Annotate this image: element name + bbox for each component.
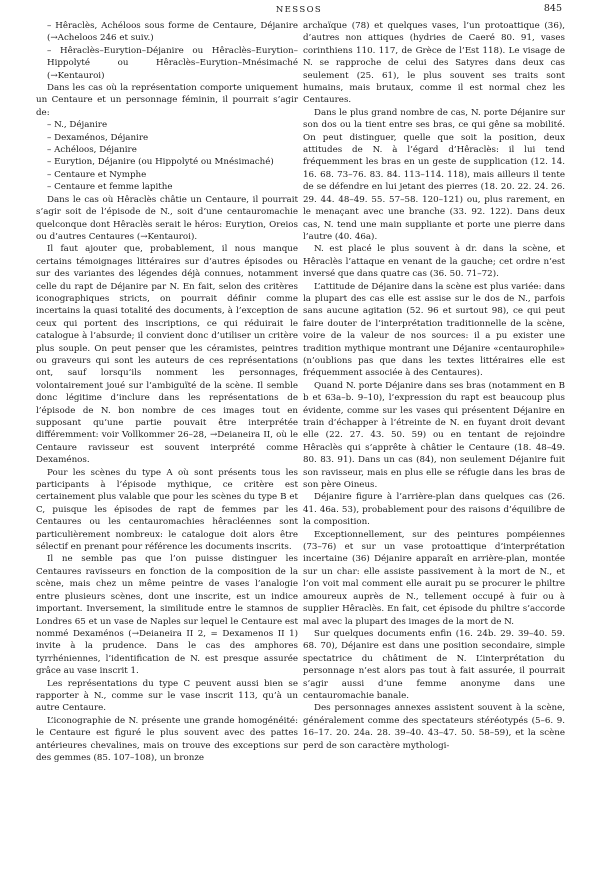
left-list-item: – Centaure et femme lapithe	[47, 182, 173, 193]
left-list-item: – Achéloos, Déjanire	[47, 145, 137, 156]
right-paragraph: Déjanire figure à l’arrière-plan dans quelques cas (26. 41. 46a. 53), probablement pour des raisons d’équilibre de la composition.	[303, 492, 565, 528]
right-paragraph: Exceptionnellement, sur des peintures pompéiennes (73–76) et sur un vase protoattique d’interprétation incertaine (36) Déjanire apparaît en arrière-plan, montée sur un char: elle assiste passivement à la mort de N., et l’on voit mal comment elle aurait pu se procurer le philtre amoureux auprès de N., tellement occupé à fuir ou à supplier Hêraclès. En fait, cet épisode du philtre s’accorde mal avec la plupart des images de la mort de N.	[303, 529, 565, 627]
left-list-item: – Hêraclès–Eurytion–Déjanire ou Hêraclès–Eurytion–Hippolyté ou Hêraclès–Eurytion–Mnésimaché (→Kentauroi)	[47, 45, 298, 81]
left-paragraph: Dans le cas où Hêraclès châtie un Centaure, il pourrait s’agir soit de l’épisode de N., soit d’une centauromachie quelconque dont Hêraclès serait le héros: Eurytion, Oreios ou d’autres Centaures (→Kentauroi).	[36, 194, 298, 242]
left-list-item: – N., Déjanire	[47, 120, 108, 131]
left-paragraph: Les représentations du type C peuvent aussi bien se rapporter à N., comme sur le vase inscrit 113, qu’à un autre Centaure.	[36, 678, 298, 714]
right-text-column	[303, 20, 565, 752]
running-header	[36, 0, 562, 20]
right-paragraph: Dans le plus grand nombre de cas, N. porte Déjanire sur son dos ou la tient entre ses bras, ce qui gêne sa mobilité. On peut distinguer, quelle que soit la position, deux attitudes de N. à l’égard d’Hêraclès: il lui tend fréquemment les bras en un geste de supplication (12. 14. 16. 68. 73–76. 83. 84. 113–114. 118), mais ailleurs il tente de se défendre en lui jetant des pierres (18. 20. 22. 24. 26. 29. 44. 48–49. 55. 57–58. 120–121) ou, plus rarement, en le menaçant avec une branche (33. 92. 122). Dans deux cas, N. tend une main suppliante et porte une pierre dans l’autre (40. 46a).	[303, 107, 565, 242]
left-paragraph: Pour les scènes du type A où sont présents tous les participants à l’épisode mythique, ce critère est certainement plus valable que pour les scènes du type B et C, puisque les épisodes de rapt de femmes par les Centaures ou les centauromachies hêracléennes sont particulièrement nombreux: le catalogue doit alors être sélectif en prenant pour référence les documents inscrits.	[36, 467, 298, 553]
left-paragraph: Il ne semble pas que l’on puisse distinguer les Centaures ravisseurs en fonction de la composition de la scène, mais chez un même peintre de vases l’analogie entre plusieurs scènes, dont une inscrite, est un indice important. Inversement, la similitude entre le stamnos de Londres 65 et un vase de Naples sur lequel le Centaure est nommé Dexaménos (→Deianeira II 2, = Dexamenos II 1) invite à la prudence. Dans le cas des amphores tyrrhéniennes, l’identification de N. est presque assurée grâce au vase inscrit 1.	[36, 554, 298, 677]
right-paragraph: L’attitude de Déjanire dans la scène est plus variée: dans la plupart des cas elle est assise sur le dos de N., parfois sans aucune agitation (52. 96 et surtout 98), ce qui peut faire douter de l’interprétation traditionnelle de la scène, voire de la valeur de nos sources: il a pu exister une tradition mythique montrant une Déjanire «centaurophile» (n’oublions pas que dans les textes littéraires elle est fréquemment associée à des Centaures).	[303, 281, 565, 379]
right-paragraph: N. est placé le plus souvent à dr. dans la scène, et Hêraclès l’attaque en venant de la gauche; cet ordre n’est inversé que dans quatre cas (36. 50. 71–72).	[303, 244, 565, 280]
left-paragraph: Il faut ajouter que, probablement, il nous manque certains témoignages littéraires sur d’autres épisodes ou sur des variantes des légendes déjà connues, notamment celle du rapt de Déjanire par N. En fait, selon des critères iconographiques stricts, on pourrait définir comme incertains la quasi totalité des documents, à l’exception de ceux qui portent des inscriptions, ce qui réduirait le catalogue à l’absurde; il convient donc d’utiliser un critère plus souple. On peut penser que les céramistes, peintres ou graveurs qui sont les auteurs de ces représentations ont, sauf lorsqu’ils nomment les personnages, volontairement joué sur l’ambiguïté de la scène. Il semble donc légitime d’inclure dans les représentations de l’épisode de N. bon nombre de ces images tout en supposant qu’une partie pouvait être interprétée différemment: voir Vollkommer 26–28, →Deianeira II, où le Centaure ravisseur est souvent interprété comme Dexaménos.	[36, 244, 298, 466]
right-paragraph: Des personnages annexes assistent souvent à la scène, généralement comme des spectateurs stéréotypés (5–6. 9. 16–17. 20. 24a. 28. 39–40. 43–47. 50. 58–59), et la scène perd de son caractère mythologi-	[303, 703, 565, 751]
right-paragraph: Quand N. porte Déjanire dans ses bras (notamment en B b et 63a–b. 9–10), l’expression du rapt est beaucoup plus évidente, comme sur les vases qui présentent Déjanire en train d’échapper à l’étreinte de N. en fuyant droit devant elle (22. 27. 43. 50. 59) ou en tentant de rejoindre Hêraclès qui s’apprête à châtier le Centaure (18. 48–49. 80. 83. 91). Dans un cas (84), non seulement Déjanire fuit son ravisseur, mais en plus elle se réfugie dans les bras de son père Oineus.	[303, 380, 565, 491]
left-list-item: – Hêraclès, Achéloos sous forme de Centaure, Déjanire (→Acheloos 246 et suiv.)	[47, 21, 298, 44]
right-paragraph: Sur quelques documents enfin (16. 24b. 29. 39–40. 59. 68. 70), Déjanire est dans une position secondaire, simple spectatrice du châtiment de N. L’interprétation du personnage n’est alors pas tout à fait assurée, il pourrait s’agir aussi d’une femme anonyme dans une centauromachie banale.	[303, 628, 565, 701]
left-text-column	[36, 20, 298, 764]
left-list-item: – Centaure et Nymphe	[47, 169, 147, 180]
running-title: NESSOS	[275, 5, 323, 15]
left-list-item: – Dexaménos, Déjanire	[47, 132, 149, 143]
right-paragraph: archaïque (78) et quelques vases, l’un protoattique (36), d’autres non attiques (hydries de Caeré 80. 91, vases corinthiens 110. 117, de Grèce de l’Est 118). Le visage de N. se rapproche de celui des Satyres dans deux cas seulement (25. 61), le plus souvent ses traits sont humains, mais brutaux, comme il est normal chez les Centaures.	[303, 21, 565, 106]
left-paragraph: L’iconographie de N. présente une grande homogénéité: le Centaure est figuré le plus souvent avec des pattes antérieures chevalines, mais on trouve des exceptions sur des gemmes (85. 107–108), un bronze	[36, 715, 298, 763]
page-number: 845	[543, 3, 562, 14]
left-list-item: – Eurytion, Déjanire (ou Hippolyté ou Mnésimaché)	[47, 157, 274, 168]
left-paragraph: Dans les cas où la représentation comporte uniquement un Centaure et un personnage féminin, il pourrait s’agir de:	[36, 83, 298, 118]
